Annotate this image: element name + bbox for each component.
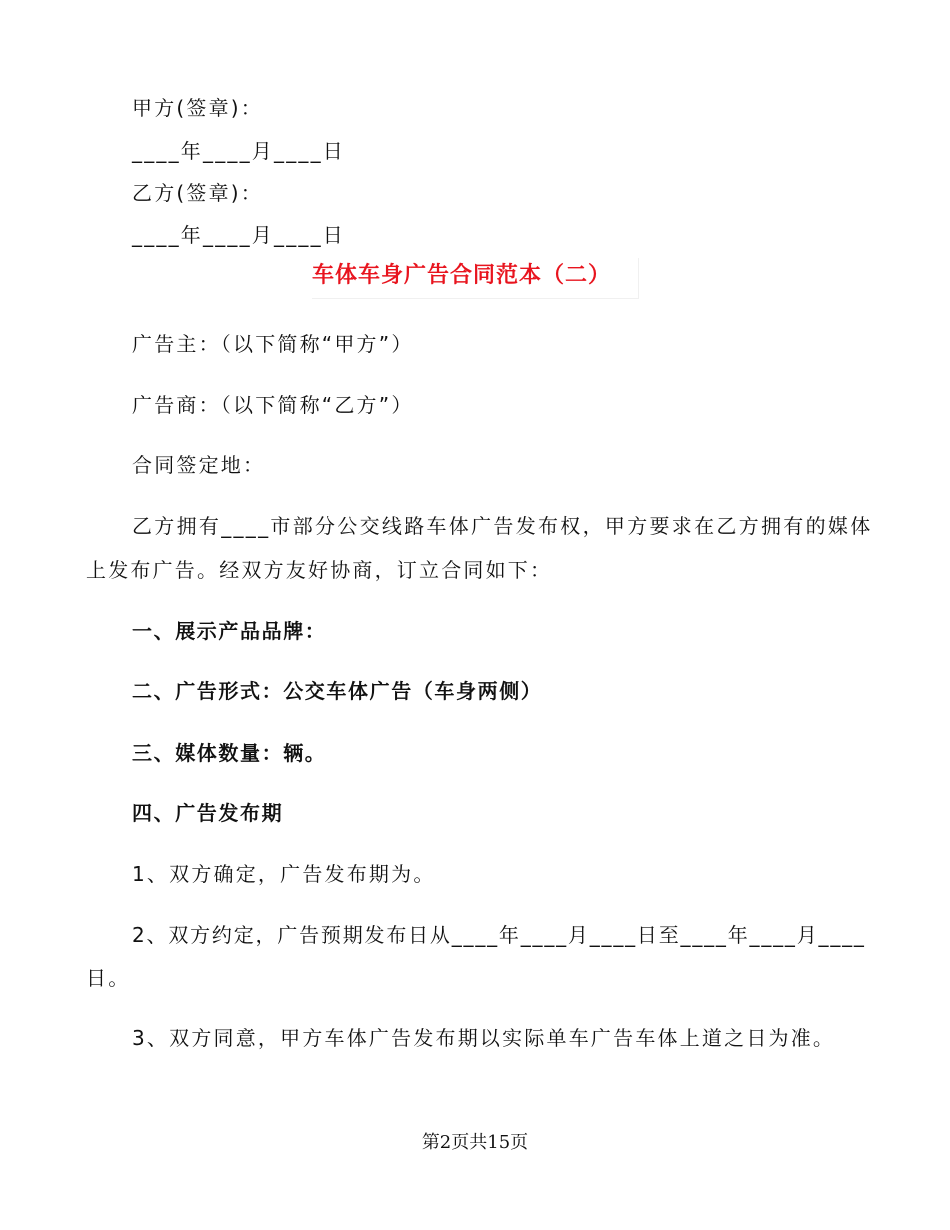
page-number-footer: 第2页共15页 (421, 1132, 529, 1153)
advertiser-line: 广告主：（以下简称“甲方”） (132, 332, 414, 356)
signing-place-line: 合同签定地： (132, 453, 266, 477)
party-b-signature-label: 乙方(签章)： (132, 181, 264, 205)
intro-paragraph-line-2: 上发布广告。经双方友好协商，订立合同如下： (86, 558, 553, 582)
clause-2-line-1: 2、双方约定，广告预期发布日从____年____月____日至____年____月____ (132, 923, 866, 947)
section-heading-4: 四、广告发布期 (132, 801, 284, 825)
document-title: 车体车身广告合同范本（二） (312, 258, 639, 299)
section-heading-1: 一、展示产品品牌： (132, 619, 327, 643)
clause-2-line-2: 日。 (86, 966, 131, 990)
agency-line: 广告商：（以下简称“乙方”） (132, 393, 414, 417)
party-b-date-line: ____年____月____日 (132, 223, 345, 247)
section-heading-2: 二、广告形式：公交车体广告（车身两侧） (132, 679, 543, 703)
party-a-signature-label: 甲方(签章)： (132, 96, 264, 120)
party-a-date-line: ____年____月____日 (132, 139, 345, 163)
intro-paragraph-line-1: 乙方拥有____市部分公交线路车体广告发布权，甲方要求在乙方拥有的媒体 (132, 514, 873, 538)
clause-3: 3、双方同意，甲方车体广告发布期以实际单车广告车体上道之日为准。 (132, 1026, 836, 1050)
section-heading-3: 三、媒体数量：辆。 (132, 741, 327, 765)
clause-1: 1、双方确定，广告发布期为。 (132, 862, 436, 886)
